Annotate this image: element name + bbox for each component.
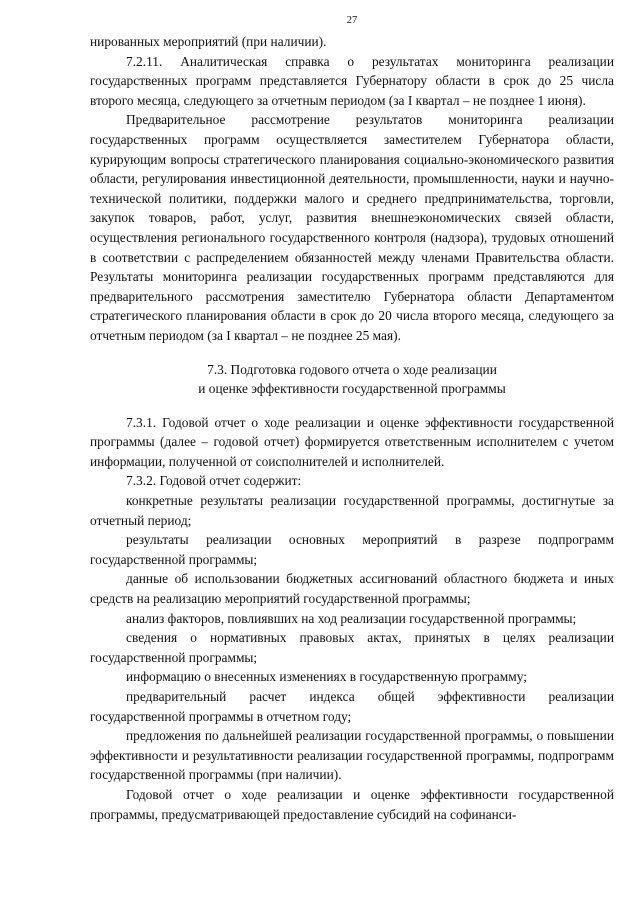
list-item-results: конкретные результаты реализации государственной программы, достигнутые за отчетный период; bbox=[90, 493, 614, 528]
paragraph-7-3-2: 7.3.2. Годовой отчет содержит: bbox=[126, 473, 302, 489]
document-page bbox=[90, 14, 614, 824]
page-number: 27 bbox=[346, 15, 358, 26]
paragraph-7-2-11: 7.2.11. Аналитическая справка о результатах мониторинга реализации государственных программ представляется Губернатору области в срок до 25 числа второго месяца, следующего за отчетным периодом (за I квартал – не позднее 1 июня). bbox=[90, 53, 614, 108]
section-heading-line-1: 7.3. Подготовка годового отчета о ходе реализации bbox=[207, 361, 497, 377]
paragraph-preliminary-review: Предварительное рассмотрение результатов мониторинга реализации государственных программ осуществляется заместителем Губернатора области, курирующим вопросы стратегического планирования социально-экономического развития области, регулирования инвестиционной деятельности, промышленности, науки и научно-технической политики, поддержки малого и среднего предпринимательства, торговли, закупок товаров, работ, услуг, развития внешнеэкономических связей области, осуществления регионального государственного контроля (надзора), трудовых отношений в соответствии с распределением обязанностей между членами Правительства области. Результаты мониторинга реализации государственных программ представляются для предварительного рассмотрения заместителю Губернатора области Департаментом стратегического планирования области в срок до 20 числа второго месяца, следующего за отчетным периодом (за I квартал – не позднее 25 мая). bbox=[90, 112, 614, 343]
paragraph-7-3-1: 7.3.1. Годовой отчет о ходе реализации и оценке эффективности государственной программы (далее – годовой отчет) формируется ответственным исполнителем с учетом информации, полученной от соисполнителей и исполнителей. bbox=[90, 414, 614, 469]
list-item-factors-analysis: анализ факторов, повлиявших на ход реализации государственной программы; bbox=[126, 610, 577, 626]
list-item-proposals: предложения по дальнейшей реализации государственной программы, о повышении эффективности и результативности реализации государственной программы, подпрограмм государственной программы (при наличии). bbox=[90, 728, 614, 783]
list-item-changes: информацию о внесенных изменениях в государственную программу; bbox=[126, 669, 527, 685]
list-item-budget-usage: данные об использовании бюджетных ассигнований областного бюджета и иных средств на реализацию мероприятий государственной программы; bbox=[90, 571, 614, 607]
section-heading-line-2: и оценке эффективности государственной программы bbox=[198, 381, 506, 397]
paragraph-annual-report-subsidies: Годовой отчет о ходе реализации и оценке эффективности государственной программы, предусматривающей предоставление субсидий на софинанси- bbox=[90, 786, 614, 822]
paragraph-continuation: нированных мероприятий (при наличии). bbox=[90, 34, 327, 49]
list-item-main-activities: результаты реализации основных мероприятий в разрезе подпрограмм государственной программы; bbox=[90, 532, 614, 567]
list-item-legal-acts: сведения о нормативных правовых актах, принятых в целях реализации государственной программы; bbox=[90, 630, 614, 665]
list-item-efficiency-index: предварительный расчет индекса общей эффективности реализации государственной программы в отчетном году; bbox=[90, 689, 614, 724]
